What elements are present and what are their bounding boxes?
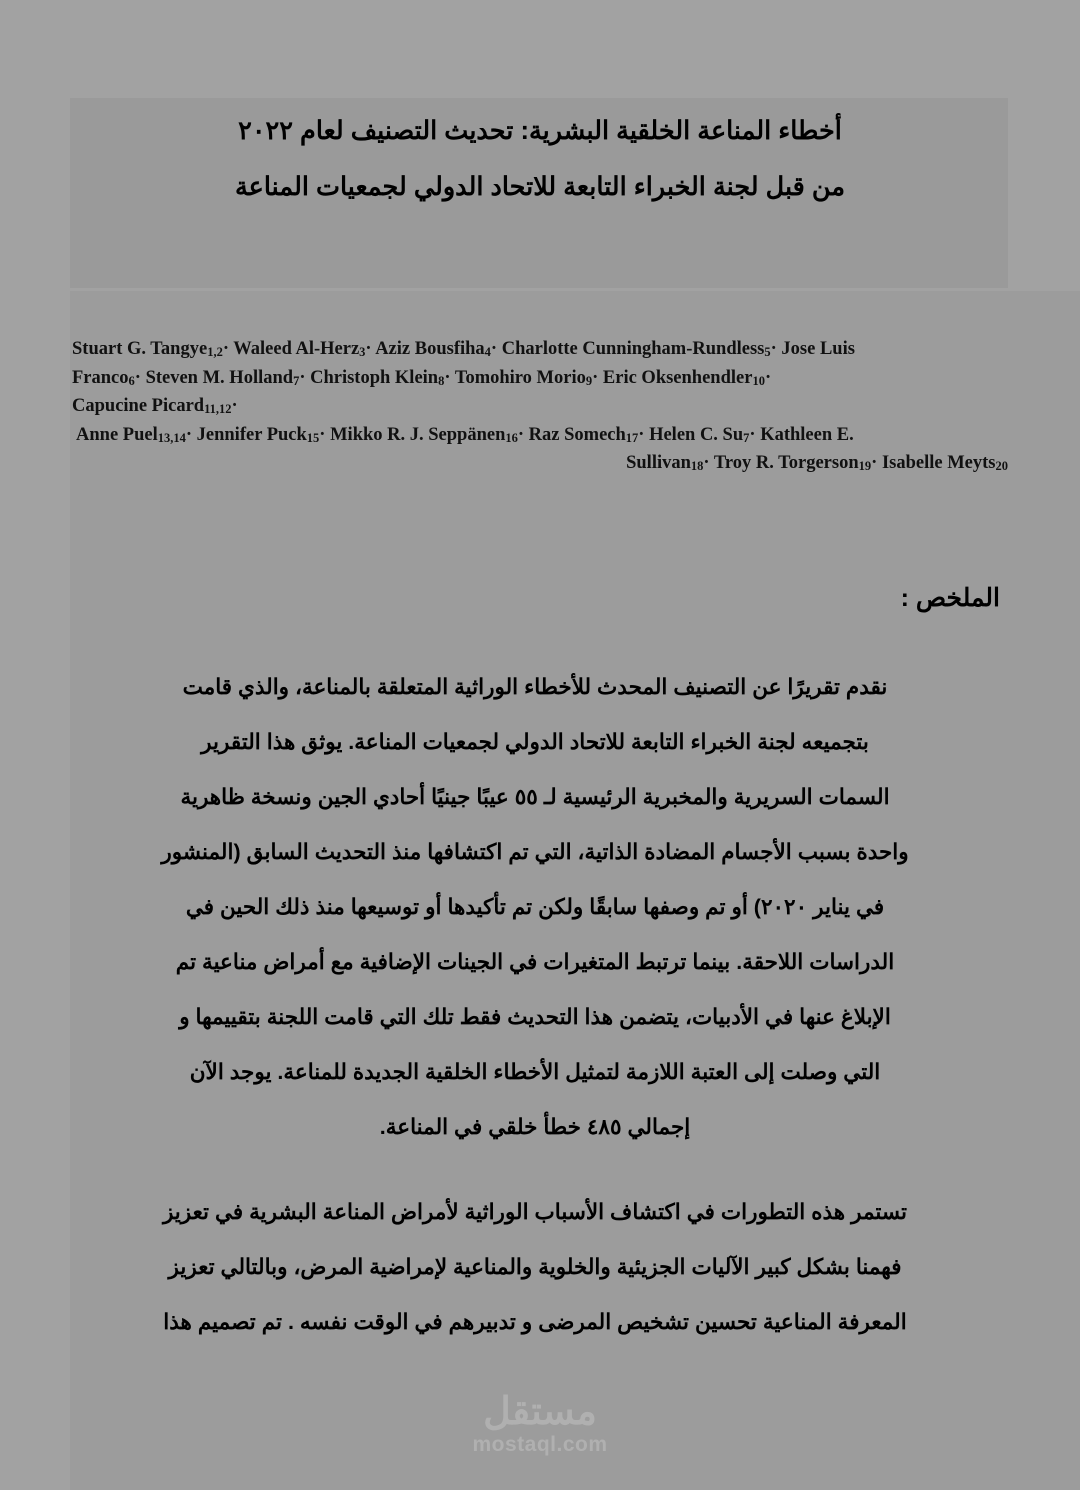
author-name: Eric Oksenhendler (602, 367, 753, 388)
author-affiliation: 5 (764, 345, 771, 359)
paragraph-line: إجمالي ٤٨٥ خطأ خلقي في المناعة. (379, 1115, 691, 1139)
paragraph-line: التي وصلت إلى العتبة اللازمة لتمثيل الأخطاء الخلقية الجديدة للمناعة. يوجد الآن (189, 1060, 881, 1084)
author-name: Aziz Bousfiha (375, 339, 485, 359)
author-affiliation: 19 (858, 459, 872, 473)
author-name: Capucine Picard (72, 396, 205, 416)
author-separator: · (444, 367, 451, 388)
abstract-paragraph-2 (70, 1185, 1000, 1350)
author-separator: · (222, 339, 229, 359)
author-affiliation: 9 (585, 373, 593, 388)
author-affiliation: 16 (505, 430, 518, 445)
paragraph-line: واحدة بسبب الأجسام المضادة الذاتية، التي تم اكتشافها منذ التحديث السابق (المنشور (161, 840, 909, 864)
author-affiliation: 15 (306, 430, 320, 445)
author-separator: · (749, 424, 756, 445)
author-name: Anne Puel (76, 424, 158, 445)
author-separator: · (871, 453, 878, 473)
author-separator: · (231, 396, 238, 416)
author-separator: · (299, 367, 306, 388)
author-separator: · (764, 367, 772, 388)
author-line-4 (72, 422, 1008, 451)
author-name: Franco (72, 367, 129, 388)
paragraph-line: فهمنا بشكل كبير الآليات الجزيئية والخلوية والمناعية لإمراضية المرض، وبالتالي تعزيز (168, 1255, 902, 1279)
abstract-heading: الملخص : (900, 584, 1000, 612)
author-name: Jose Luis (781, 339, 855, 359)
author-separator: · (365, 339, 372, 359)
author-affiliation: 7 (743, 430, 750, 445)
author-affiliation: 1,2 (207, 345, 223, 359)
author-affiliation: 7 (293, 373, 300, 388)
paragraph-line: بتجميعه لجنة الخبراء التابعة للاتحاد الدولي لجمعيات المناعة. يوثق هذا التقرير (201, 730, 869, 754)
author-separator: · (134, 367, 141, 388)
abstract-paragraph-1 (70, 660, 1000, 1155)
watermark-url-text: mostaql.com (472, 1433, 608, 1456)
author-line-5 (72, 450, 1008, 479)
author-line-2 (72, 365, 1008, 394)
author-line-3 (72, 393, 1008, 422)
author-affiliation: 4 (484, 345, 491, 359)
watermark-logo-text: مستقل (483, 1391, 597, 1433)
author-name: Mikko R. J. Seppänen (330, 424, 506, 445)
author-separator: · (703, 453, 710, 473)
title-line-2: من قبل لجنة الخبراء التابعة للاتحاد الدولي لجمعيات المناعة (234, 173, 846, 201)
author-separator: · (490, 339, 498, 359)
author-name: Jennifer Puck (196, 424, 307, 445)
author-line-1 (72, 336, 1008, 365)
author-name: Stuart G. Tangye (72, 339, 208, 359)
author-affiliation: 20 (995, 459, 1008, 473)
title-line-1: أخطاء المناعة الخلقية البشرية: تحديث التصنيف لعام ٢٠٢٢ (238, 117, 842, 145)
abstract-body (70, 660, 1000, 1350)
author-separator: · (319, 424, 326, 445)
author-name: Helen C. Su (649, 424, 744, 445)
author-affiliation: 8 (438, 373, 445, 388)
author-affiliation: 3 (359, 345, 366, 359)
author-separator: · (185, 424, 193, 445)
paragraph-line: السمات السريرية والمخبرية الرئيسية لـ ٥٥ عيبًا جينيًا أحادي الجين ونسخة ظاهرية (180, 785, 890, 809)
author-name: Christoph Klein (310, 367, 439, 388)
paragraph-line: المعرفة المناعية تحسين تشخيص المرضى و تدبيرهم في الوقت نفسه . تم تصميم هذا (163, 1310, 907, 1334)
author-separator: · (770, 339, 777, 359)
paragraph-line: الإبلاغ عنها في الأدبيات، يتضمن هذا التحديث فقط تلك التي قامت اللجنة بتقييمها و (179, 1005, 891, 1029)
author-name: Tomohiro Morio (454, 367, 586, 388)
author-list (72, 336, 1008, 479)
author-name: Waleed Al-Herz (233, 339, 360, 359)
author-name: Isabelle Meyts (881, 453, 996, 473)
author-affiliation: 17 (625, 430, 639, 445)
paragraph-line: في يناير ٢٠٢٠) أو تم وصفها سابقًا ولكن تم تأكيدها أو توسيعها منذ ذلك الحين في (185, 895, 885, 919)
paragraph-line: نقدم تقريرًا عن التصنيف المحدث للأخطاء الوراثية المتعلقة بالمناعة، والذي قامت (182, 675, 888, 699)
author-name: Steven M. Holland (145, 367, 294, 388)
author-separator: · (592, 367, 599, 388)
author-separator: · (517, 424, 525, 445)
author-name: Sullivan (626, 453, 691, 473)
paragraph-line: الدراسات اللاحقة. بينما ترتبط المتغيرات في الجينات الإضافية مع أمراض مناعية تم (175, 950, 895, 974)
author-affiliation: 13,14 (157, 430, 186, 445)
document-title (72, 103, 1008, 215)
author-affiliation: 11,12 (204, 402, 232, 416)
author-separator: · (638, 424, 645, 445)
author-affiliation: 6 (128, 373, 135, 388)
paragraph-line: تستمر هذه التطورات في اكتشاف الأسباب الوراثية لأمراض المناعة البشرية في تعزيز (162, 1200, 908, 1224)
author-name: Kathleen E. (760, 424, 854, 445)
author-name: Raz Somech (528, 424, 626, 445)
author-affiliation: 10 (752, 373, 765, 388)
author-affiliation: 18 (690, 459, 704, 473)
author-name: Troy R. Torgerson (713, 453, 859, 473)
watermark (0, 1392, 1080, 1458)
author-name: Charlotte Cunningham-Rundless (501, 339, 765, 359)
